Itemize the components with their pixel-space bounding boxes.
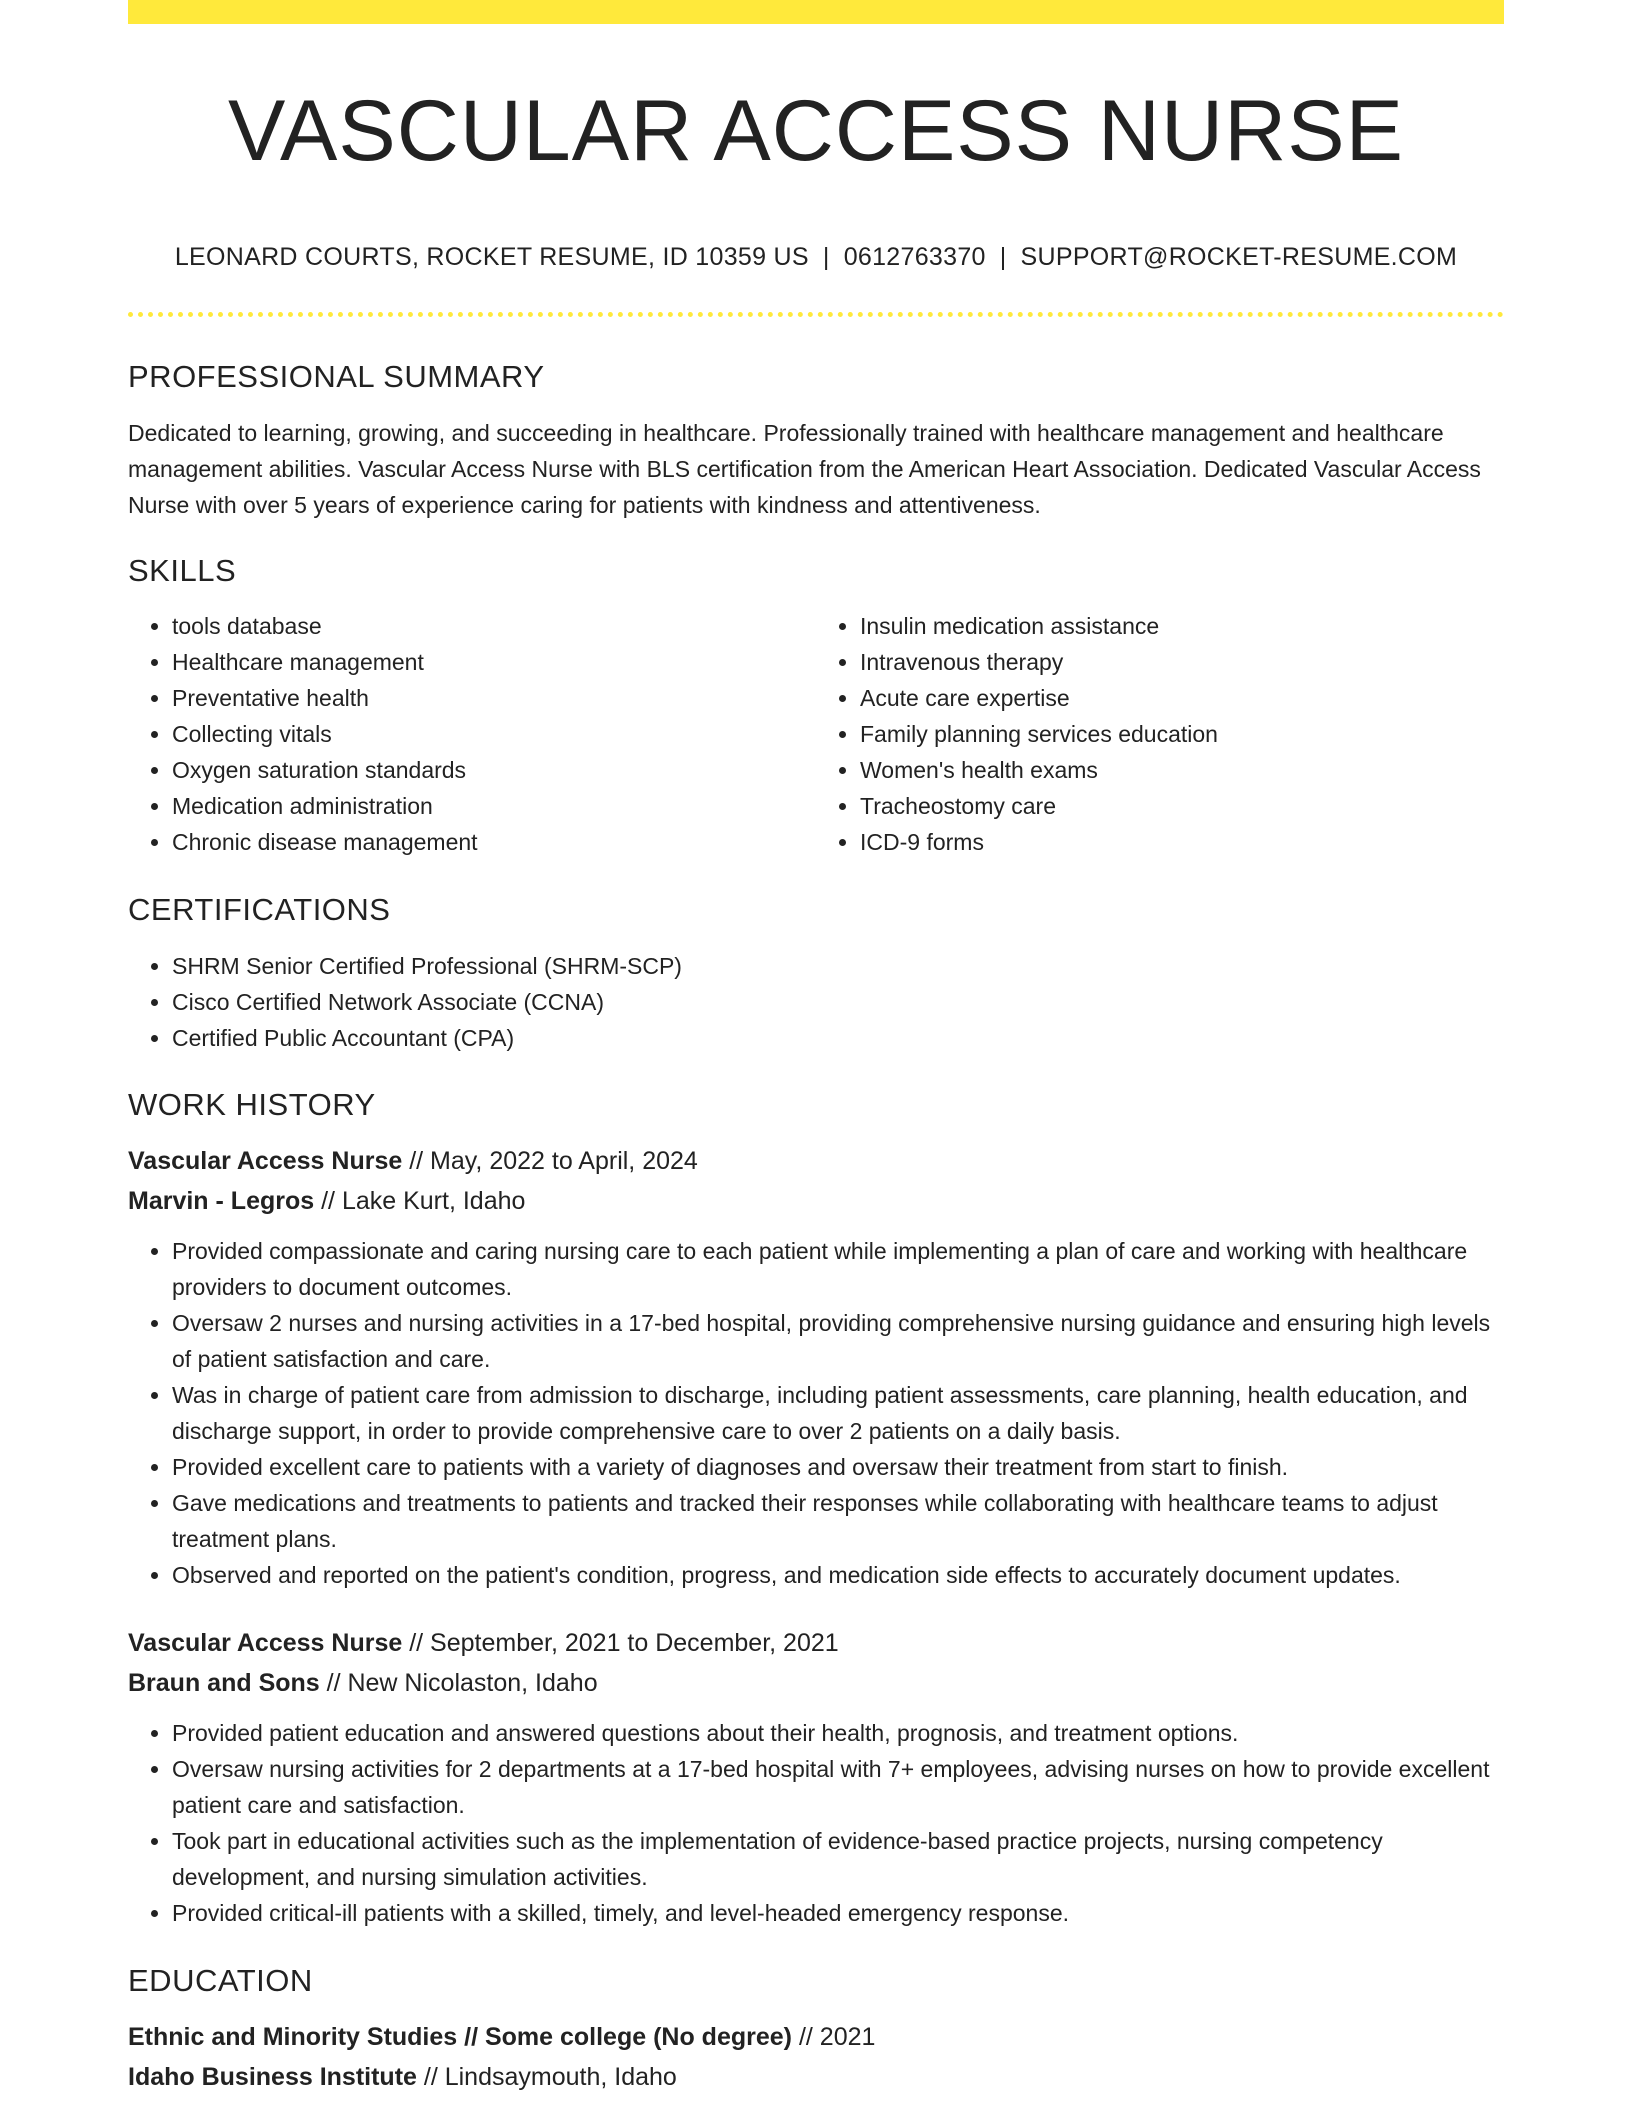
job-title-line [128, 1623, 1504, 1663]
education-school-line [128, 2057, 1504, 2097]
contact-email[interactable]: SUPPORT@ROCKET-RESUME.COM [1020, 242, 1458, 271]
job-duties-list [128, 1233, 1504, 1593]
skill-item: • Medication administration [172, 788, 816, 824]
job-company-line [128, 1181, 1504, 1221]
resume-page [128, 0, 1504, 2097]
job-duty: • Provided critical-ill patients with a skilled, timely, and level-headed emergency response. [172, 1895, 1504, 1931]
job-duty: • Provided patient education and answered questions about their health, prognosis, and treatment options. [172, 1715, 1504, 1751]
job-company: Marvin - Legros [128, 1186, 315, 1215]
job-duty: • Provided compassionate and caring nursing care to each patient while implementing a plan of care and working with healthcare providers to document outcomes. [172, 1233, 1504, 1305]
skills-list-left [128, 608, 816, 860]
certifications-heading: CERTIFICATIONS [128, 891, 391, 927]
resume-title: VASCULAR ACCESS NURSE [228, 83, 1404, 179]
skill-item: • Collecting vitals [172, 716, 816, 752]
job-entry [128, 1623, 1504, 1931]
education-degree-line [128, 2017, 1504, 2057]
contact-separator: | [999, 242, 1007, 271]
skill-item: • Family planning services education [860, 716, 1504, 752]
certification-item: • Certified Public Accountant (CPA) [172, 1020, 1504, 1056]
job-duty: • Observed and reported on the patient's condition, progress, and medication side effects to accurately document updates. [172, 1557, 1504, 1593]
skills-columns [128, 608, 1504, 860]
skill-item: • tools database [172, 608, 816, 644]
job-duties-list [128, 1715, 1504, 1931]
job-role: Vascular Access Nurse [128, 1146, 403, 1175]
job-duty: • Provided excellent care to patients with a variety of diagnoses and oversaw their treatment from start to finish. [172, 1449, 1504, 1485]
skill-item: • Insulin medication assistance [860, 608, 1504, 644]
skills-list-right [816, 608, 1504, 860]
education-school: Idaho Business Institute [128, 2062, 417, 2091]
skill-item: • Chronic disease management [172, 824, 816, 860]
education-year: // 2021 [798, 2022, 876, 2051]
skill-item: • Healthcare management [172, 644, 816, 680]
job-entry [128, 1141, 1504, 1593]
skill-item: • Intravenous therapy [860, 644, 1504, 680]
job-dates: // May, 2022 to April, 2024 [409, 1146, 698, 1175]
job-location: // New Nicolaston, Idaho [326, 1668, 598, 1697]
education-degree: Ethnic and Minority Studies // Some college (No degree) [128, 2022, 792, 2051]
skill-item: • Oxygen saturation standards [172, 752, 816, 788]
accent-bar [128, 0, 1504, 24]
certifications-list [128, 948, 1504, 1056]
job-duty: • Oversaw 2 nurses and nursing activities in a 17-bed hospital, providing comprehensive nursing guidance and ensuring high levels of patient satisfaction and care. [172, 1305, 1504, 1377]
skill-item: • Acute care expertise [860, 680, 1504, 716]
job-duty: • Took part in educational activities such as the implementation of evidence-based practice projects, nursing competency development, and nursing simulation activities. [172, 1823, 1504, 1895]
education-entry [128, 2017, 1504, 2097]
skill-item: • Preventative health [172, 680, 816, 716]
skill-item: • ICD-9 forms [860, 824, 1504, 860]
job-dates: // September, 2021 to December, 2021 [409, 1628, 839, 1657]
contact-address: LEONARD COURTS, ROCKET RESUME, ID 10359 US [174, 242, 809, 271]
contact-line [128, 243, 1504, 272]
summary-heading: PROFESSIONAL SUMMARY [128, 358, 545, 394]
job-location: // Lake Kurt, Idaho [321, 1186, 526, 1215]
summary-text: Dedicated to learning, growing, and succeeding in healthcare. Professionally trained with healthcare management and healthcare management abilities. Vascular Access Nurse with BLS certification from the American Heart Association. Dedicated Vascular Access Nurse with over 5 years of experience caring for patients with kindness and attentiveness. [128, 419, 1481, 518]
work-history-heading: WORK HISTORY [128, 1086, 376, 1122]
job-duty: • Was in charge of patient care from admission to discharge, including patient assessments, care planning, health education, and discharge support, in order to provide comprehensive care to over 2 patients on a daily basis. [172, 1377, 1504, 1449]
contact-separator: | [822, 242, 830, 271]
skill-item: • Women's health exams [860, 752, 1504, 788]
job-company-line [128, 1663, 1504, 1703]
dotted-divider [128, 312, 1504, 317]
skill-item: • Tracheostomy care [860, 788, 1504, 824]
certification-item: • SHRM Senior Certified Professional (SHRM-SCP) [172, 948, 1504, 984]
contact-phone: 0612763370 [843, 242, 986, 271]
job-role: Vascular Access Nurse [128, 1628, 403, 1657]
skills-heading: SKILLS [128, 552, 237, 588]
certification-item: • Cisco Certified Network Associate (CCNA) [172, 984, 1504, 1020]
job-company: Braun and Sons [128, 1668, 320, 1697]
education-location: // Lindsaymouth, Idaho [423, 2062, 677, 2091]
job-duty: • Oversaw nursing activities for 2 departments at a 17-bed hospital with 7+ employees, advising nurses on how to provide excellent patient care and satisfaction. [172, 1751, 1504, 1823]
job-title-line [128, 1141, 1504, 1181]
job-duty: • Gave medications and treatments to patients and tracked their responses while collaborating with healthcare teams to adjust treatment plans. [172, 1485, 1504, 1557]
education-heading: EDUCATION [128, 1962, 313, 1998]
